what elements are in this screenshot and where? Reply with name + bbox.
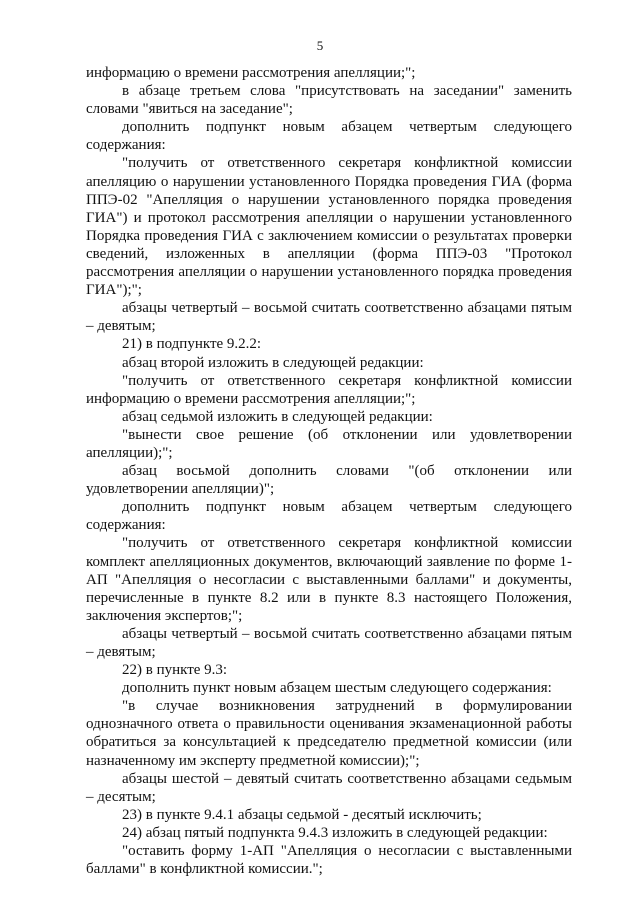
paragraph: 21) в подпункте 9.2.2: <box>122 336 262 353</box>
paragraph: информацию о времени рассмотрения апелляции;"; <box>86 65 416 81</box>
paragraph: "в случае возникновения затруднений в формулировании однозначного ответа о правильности оценивания экзаменационной работы обратиться за консультацией к председателю предметной комиссии (или назначенному им эксперту предметной комиссии);"; <box>86 698 572 769</box>
paragraph: абзац седьмой изложить в следующей редакции: <box>122 408 433 425</box>
paragraph: абзацы четвертый – восьмой считать соответственно абзацами пятым – девятым; <box>86 300 572 335</box>
paragraph: "вынести свое решение (об отклонении или удовлетворении апелляции);"; <box>86 426 572 461</box>
paragraph: "получить от ответственного секретаря конфликтной комиссии апелляцию о нарушении установленного Порядка проведения ГИА (форма ППЭ-02 "Апелляция о нарушении установленного порядка проведения ГИА") и протокол рассмотрения апелляции о нарушении установленного Порядка проведения ГИА с заключением комиссии о результатах проверки сведений, изложенных в апелляции (форма ППЭ-03 "Протокол рассмотрения апелляции о нарушении установленного порядка проведения ГИА");"; <box>86 155 572 299</box>
paragraph: абзацы четвертый – восьмой считать соответственно абзацами пятым – девятым; <box>86 625 572 660</box>
paragraph: в абзаце третьем слова "присутствовать на заседании" заменить словами "явиться на заседание"; <box>86 83 572 118</box>
paragraph: 24) абзац пятый подпункта 9.4.3 изложить в следующей редакции: <box>122 824 548 841</box>
paragraph: дополнить пункт новым абзацем шестым следующего содержания: <box>122 680 552 697</box>
page-number: 5 <box>316 38 324 53</box>
paragraph: дополнить подпункт новым абзацем четвертым следующего содержания: <box>86 119 572 154</box>
paragraph: 23) в пункте 9.4.1 абзацы седьмой - десятый исключить; <box>122 806 482 823</box>
paragraph: "получить от ответственного секретаря конфликтной комиссии информацию о времени рассмотрения апелляции;"; <box>86 372 572 407</box>
paragraph: абзацы шестой – девятый считать соответственно абзацами седьмым – десятым; <box>86 770 572 805</box>
paragraph: абзац второй изложить в следующей редакции: <box>122 354 424 371</box>
paragraph: "оставить форму 1-АП "Апелляция о несогласии с выставленными баллами" в конфликтной комиссии."; <box>86 843 572 878</box>
paragraph: дополнить подпункт новым абзацем четвертым следующего содержания: <box>86 499 572 534</box>
paragraph: абзац восьмой дополнить словами "(об отклонении или удовлетворении апелляции)"; <box>86 463 572 498</box>
paragraph: 22) в пункте 9.3: <box>122 662 228 679</box>
paragraph: "получить от ответственного секретаря конфликтной комиссии комплект апелляционных документов, включающий заявление по форме 1-АП "Апелляция о несогласии с выставленными баллами" и документы, перечисленные в пункте 8.2 или в пункте 8.3 настоящего Положения, заключения экспертов;"; <box>86 535 572 624</box>
document-body <box>86 64 572 878</box>
